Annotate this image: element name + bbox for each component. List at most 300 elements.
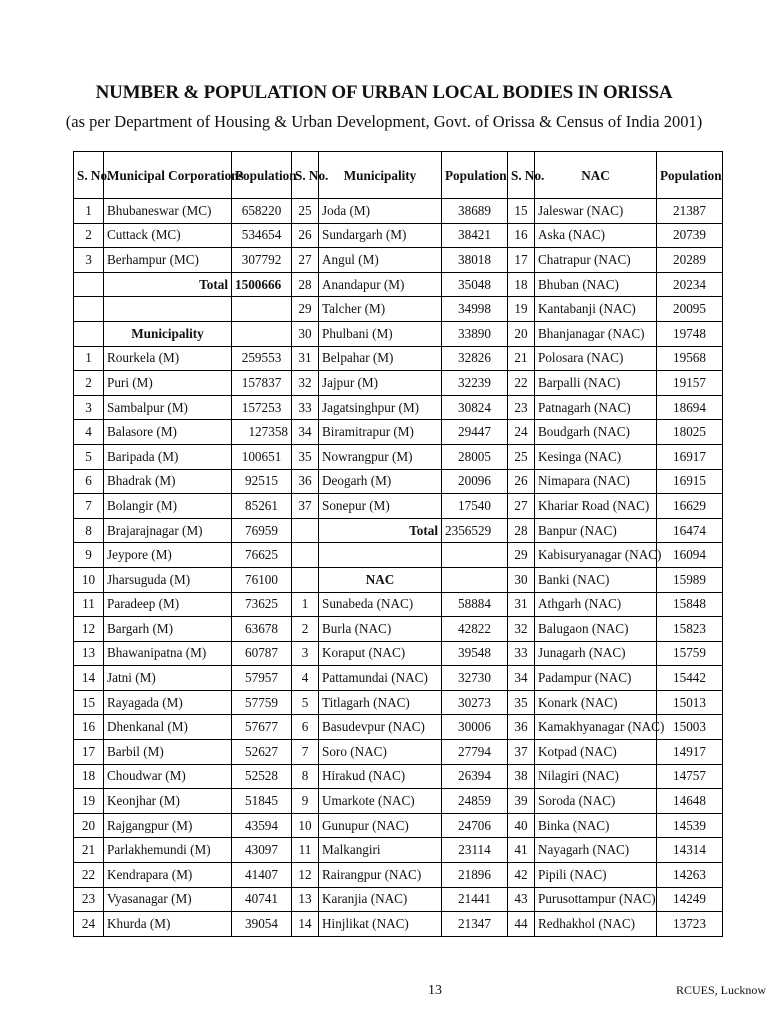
cell-population-1: 41407 [232,863,292,888]
cell-sno-1: 8 [74,518,104,543]
page-title: NUMBER & POPULATION OF URBAN LOCAL BODIES IN ORISSA [95,82,673,103]
cell-municipal-corporation: Balasore (M) [104,420,232,445]
cell-sno-3: 19 [508,297,535,322]
table-row [74,690,723,715]
cell-population-2: 24706 [442,813,508,838]
cell-sno-3: 34 [508,666,535,691]
cell-nac: Athgarh (NAC) [535,592,657,617]
cell-sno-2: 13 [292,887,319,912]
cell-population-2: 29447 [442,420,508,445]
cell-sno-3: 44 [508,912,535,937]
cell-sno-1: 15 [74,690,104,715]
cell-population-1: 100651 [232,444,292,469]
table-row [74,543,723,568]
cell-municipal-corporation: Jharsuguda (M) [104,567,232,592]
cell-municipality: Jajpur (M) [319,371,442,396]
header-sno-3: S. No. [508,152,535,199]
cell-nac: Boudgarh (NAC) [535,420,657,445]
cell-nac: Aska (NAC) [535,223,657,248]
cell-sno-2 [292,567,319,592]
cell-sno-1: 7 [74,494,104,519]
cell-municipality: Sundargarh (M) [319,223,442,248]
cell-municipal-corporation: Parlakhemundi (M) [104,838,232,863]
cell-nac: Barpalli (NAC) [535,371,657,396]
cell-municipal-corporation: Brajarajnagar (M) [104,518,232,543]
table-row [74,641,723,666]
cell-sno-3: 36 [508,715,535,740]
cell-sno-1: 19 [74,789,104,814]
cell-population-1: 39054 [232,912,292,937]
cell-population-2: 38689 [442,199,508,224]
cell-sno-1: 14 [74,666,104,691]
page-subtitle: (as per Department of Housing & Urban Development, Govt. of Orissa & Census of India 2001) [65,112,703,131]
population-table [73,151,723,937]
cell-population-1: 43594 [232,813,292,838]
table-row [74,469,723,494]
cell-municipal-corporation: Rayagada (M) [104,690,232,715]
cell-municipality: Jagatsinghpur (M) [319,395,442,420]
cell-population-2: 20096 [442,469,508,494]
cell-nac: Kamakhyanagar (NAC) [535,715,657,740]
cell-population-1: 76100 [232,567,292,592]
cell-population-2: 17540 [442,494,508,519]
cell-municipality: NAC [319,567,442,592]
header-population-3: Population [657,152,723,199]
cell-population-2: 26394 [442,764,508,789]
cell-sno-3: 23 [508,395,535,420]
cell-sno-1: 6 [74,469,104,494]
table-row [74,223,723,248]
cell-nac: Konark (NAC) [535,690,657,715]
cell-sno-3: 43 [508,887,535,912]
cell-population-3: 18025 [657,420,723,445]
cell-sno-3: 35 [508,690,535,715]
page-number: 13 [428,983,442,998]
cell-municipality: Angul (M) [319,248,442,273]
cell-municipal-corporation: Bargarh (M) [104,617,232,642]
cell-population-1 [232,321,292,346]
cell-sno-2: 31 [292,346,319,371]
table-row [74,321,723,346]
cell-sno-1: 4 [74,420,104,445]
cell-municipal-corporation: Sambalpur (M) [104,395,232,420]
cell-sno-3: 17 [508,248,535,273]
cell-sno-1: 23 [74,887,104,912]
cell-population-3: 19157 [657,371,723,396]
cell-population-3: 21387 [657,199,723,224]
table-row [74,346,723,371]
table-row [74,617,723,642]
cell-nac: Polosara (NAC) [535,346,657,371]
cell-municipal-corporation: Paradeep (M) [104,592,232,617]
cell-municipality: Basudevpur (NAC) [319,715,442,740]
cell-sno-1: 2 [74,371,104,396]
cell-sno-3: 28 [508,518,535,543]
cell-population-3: 14757 [657,764,723,789]
cell-population-2: 24859 [442,789,508,814]
cell-sno-2: 36 [292,469,319,494]
cell-municipal-corporation: Rajgangpur (M) [104,813,232,838]
table-row [74,764,723,789]
cell-population-3: 15759 [657,641,723,666]
table-row [74,838,723,863]
cell-sno-1: 5 [74,444,104,469]
cell-population-3: 16917 [657,444,723,469]
cell-sno-1: 13 [74,641,104,666]
cell-population-1: 658220 [232,199,292,224]
cell-sno-1: 20 [74,813,104,838]
cell-sno-3: 22 [508,371,535,396]
cell-sno-3: 33 [508,641,535,666]
cell-sno-2 [292,518,319,543]
cell-population-1: 63678 [232,617,292,642]
cell-municipality: Pattamundai (NAC) [319,666,442,691]
cell-population-1: 76959 [232,518,292,543]
cell-nac: Chatrapur (NAC) [535,248,657,273]
cell-sno-1: 21 [74,838,104,863]
header-nac: NAC [535,152,657,199]
cell-sno-1: 9 [74,543,104,568]
cell-sno-3: 24 [508,420,535,445]
cell-municipal-corporation: Cuttack (MC) [104,223,232,248]
table-header-row [74,152,723,199]
cell-population-3: 15989 [657,567,723,592]
cell-nac: Bhanjanagar (NAC) [535,321,657,346]
cell-population-3: 15442 [657,666,723,691]
cell-population-2: 58884 [442,592,508,617]
cell-population-2: 32239 [442,371,508,396]
cell-sno-1: 2 [74,223,104,248]
cell-population-1: 40741 [232,887,292,912]
cell-sno-2: 7 [292,740,319,765]
cell-municipal-corporation: Baripada (M) [104,444,232,469]
cell-population-3: 14263 [657,863,723,888]
cell-sno-1 [74,321,104,346]
cell-sno-3: 18 [508,272,535,297]
table-row [74,863,723,888]
cell-sno-3: 32 [508,617,535,642]
cell-population-2: 28005 [442,444,508,469]
cell-sno-2: 35 [292,444,319,469]
cell-nac: Patnagarh (NAC) [535,395,657,420]
cell-population-2: 32826 [442,346,508,371]
table-row [74,666,723,691]
cell-population-3: 15013 [657,690,723,715]
cell-nac: Redhakhol (NAC) [535,912,657,937]
cell-sno-3: 20 [508,321,535,346]
cell-municipal-corporation: Barbil (M) [104,740,232,765]
cell-population-1: 259553 [232,346,292,371]
cell-sno-3: 21 [508,346,535,371]
cell-sno-2: 6 [292,715,319,740]
cell-population-1: 60787 [232,641,292,666]
cell-sno-2 [292,543,319,568]
cell-municipality [319,543,442,568]
cell-population-3: 15848 [657,592,723,617]
cell-population-2: 23114 [442,838,508,863]
header-sno-2: S. No. [292,152,319,199]
cell-population-1: 307792 [232,248,292,273]
cell-municipal-corporation: Kendrapara (M) [104,863,232,888]
table-row [74,715,723,740]
cell-population-3: 20289 [657,248,723,273]
cell-municipality: Total [319,518,442,543]
cell-population-2: 39548 [442,641,508,666]
cell-population-3: 14648 [657,789,723,814]
cell-sno-1: 24 [74,912,104,937]
cell-sno-2: 33 [292,395,319,420]
cell-nac: Nimapara (NAC) [535,469,657,494]
cell-sno-2: 32 [292,371,319,396]
cell-population-2 [442,543,508,568]
cell-municipality: Joda (M) [319,199,442,224]
cell-sno-2: 34 [292,420,319,445]
cell-population-2: 2356529 [442,518,508,543]
cell-sno-1: 17 [74,740,104,765]
cell-population-3: 16474 [657,518,723,543]
cell-population-1: 1500666 [232,272,292,297]
cell-population-1: 127358 [232,420,292,445]
cell-sno-2: 11 [292,838,319,863]
cell-municipal-corporation: Choudwar (M) [104,764,232,789]
cell-municipality: Soro (NAC) [319,740,442,765]
table-row [74,912,723,937]
cell-population-3: 16094 [657,543,723,568]
cell-population-3: 16915 [657,469,723,494]
table-row [74,297,723,322]
cell-population-3: 20739 [657,223,723,248]
cell-municipality: Belpahar (M) [319,346,442,371]
cell-municipal-corporation: Khurda (M) [104,912,232,937]
cell-municipality: Sunabeda (NAC) [319,592,442,617]
table-row [74,494,723,519]
cell-municipality: Talcher (M) [319,297,442,322]
cell-municipal-corporation: Bhadrak (M) [104,469,232,494]
cell-sno-2: 10 [292,813,319,838]
cell-population-2: 35048 [442,272,508,297]
cell-population-2: 32730 [442,666,508,691]
cell-nac: Balugaon (NAC) [535,617,657,642]
cell-population-1: 52528 [232,764,292,789]
cell-municipality: Umarkote (NAC) [319,789,442,814]
cell-nac: Purusottampur (NAC) [535,887,657,912]
cell-population-3: 14314 [657,838,723,863]
table-row [74,395,723,420]
cell-nac: Khariar Road (NAC) [535,494,657,519]
cell-sno-3: 27 [508,494,535,519]
cell-population-1 [232,297,292,322]
cell-sno-2: 2 [292,617,319,642]
table-row [74,518,723,543]
cell-population-2: 38018 [442,248,508,273]
cell-sno-1: 10 [74,567,104,592]
cell-nac: Pipili (NAC) [535,863,657,888]
cell-sno-1: 11 [74,592,104,617]
cell-population-1: 51845 [232,789,292,814]
cell-sno-2: 1 [292,592,319,617]
cell-sno-1 [74,297,104,322]
cell-nac: Kantabanji (NAC) [535,297,657,322]
cell-municipality: Phulbani (M) [319,321,442,346]
cell-sno-3: 39 [508,789,535,814]
cell-sno-2: 14 [292,912,319,937]
cell-sno-3: 29 [508,543,535,568]
cell-nac: Kesinga (NAC) [535,444,657,469]
cell-sno-2: 37 [292,494,319,519]
cell-population-2: 38421 [442,223,508,248]
cell-municipal-corporation: Berhampur (MC) [104,248,232,273]
header-sno-1: S. No. [74,152,104,199]
cell-population-1: 85261 [232,494,292,519]
cell-population-3: 14539 [657,813,723,838]
cell-population-1: 157253 [232,395,292,420]
cell-population-3: 19568 [657,346,723,371]
cell-population-1: 57677 [232,715,292,740]
cell-population-2: 34998 [442,297,508,322]
cell-municipal-corporation: Rourkela (M) [104,346,232,371]
cell-sno-3: 40 [508,813,535,838]
cell-population-1: 57957 [232,666,292,691]
header-municipality: Municipality [319,152,442,199]
table-row [74,887,723,912]
cell-nac: Banpur (NAC) [535,518,657,543]
cell-population-2: 30824 [442,395,508,420]
cell-sno-2: 4 [292,666,319,691]
cell-municipal-corporation: Bolangir (M) [104,494,232,519]
cell-population-3: 18694 [657,395,723,420]
cell-population-1: 57759 [232,690,292,715]
cell-population-1: 534654 [232,223,292,248]
table-row [74,199,723,224]
cell-nac: Jaleswar (NAC) [535,199,657,224]
cell-sno-2: 28 [292,272,319,297]
cell-sno-1: 1 [74,346,104,371]
cell-nac: Bhuban (NAC) [535,272,657,297]
cell-population-2 [442,567,508,592]
cell-municipality: Karanjia (NAC) [319,887,442,912]
cell-nac: Binka (NAC) [535,813,657,838]
cell-population-3: 16629 [657,494,723,519]
cell-population-1: 43097 [232,838,292,863]
cell-nac: Kabisuryanagar (NAC) [535,543,657,568]
cell-nac: Soroda (NAC) [535,789,657,814]
cell-sno-3: 15 [508,199,535,224]
cell-nac: Padampur (NAC) [535,666,657,691]
cell-municipality: Burla (NAC) [319,617,442,642]
cell-sno-2: 30 [292,321,319,346]
cell-population-2: 30006 [442,715,508,740]
cell-population-3: 15003 [657,715,723,740]
cell-municipality: Malkangiri [319,838,442,863]
table-row [74,420,723,445]
cell-population-3: 14249 [657,887,723,912]
cell-sno-2: 12 [292,863,319,888]
footer-credit: RCUES, Lucknow [676,983,766,997]
cell-municipal-corporation: Jeypore (M) [104,543,232,568]
cell-sno-3: 25 [508,444,535,469]
cell-municipality: Hirakud (NAC) [319,764,442,789]
cell-municipal-corporation: Municipality [104,321,232,346]
cell-sno-1: 3 [74,395,104,420]
cell-sno-3: 30 [508,567,535,592]
cell-municipal-corporation: Jatni (M) [104,666,232,691]
cell-population-1: 157837 [232,371,292,396]
table-row [74,567,723,592]
cell-sno-3: 37 [508,740,535,765]
cell-population-2: 21896 [442,863,508,888]
cell-municipality: Koraput (NAC) [319,641,442,666]
cell-population-2: 27794 [442,740,508,765]
cell-population-2: 42822 [442,617,508,642]
cell-sno-1 [74,272,104,297]
cell-municipal-corporation [104,297,232,322]
cell-municipal-corporation: Dhenkanal (M) [104,715,232,740]
cell-sno-3: 31 [508,592,535,617]
cell-sno-2: 9 [292,789,319,814]
cell-sno-1: 18 [74,764,104,789]
cell-population-3: 15823 [657,617,723,642]
table-row [74,248,723,273]
cell-nac: Kotpad (NAC) [535,740,657,765]
cell-population-2: 21441 [442,887,508,912]
cell-population-1: 76625 [232,543,292,568]
cell-municipality: Titlagarh (NAC) [319,690,442,715]
cell-sno-2: 5 [292,690,319,715]
header-municipal-corporations: Municipal Corporations [104,152,232,199]
cell-sno-1: 22 [74,863,104,888]
cell-nac: Nilagiri (NAC) [535,764,657,789]
cell-population-3: 19748 [657,321,723,346]
table-row [74,371,723,396]
cell-sno-1: 16 [74,715,104,740]
cell-nac: Banki (NAC) [535,567,657,592]
cell-sno-2: 8 [292,764,319,789]
cell-municipality: Nowrangpur (M) [319,444,442,469]
cell-sno-3: 38 [508,764,535,789]
table-row [74,444,723,469]
table-row [74,272,723,297]
cell-municipality: Biramitrapur (M) [319,420,442,445]
cell-municipal-corporation: Vyasanagar (M) [104,887,232,912]
cell-sno-2: 25 [292,199,319,224]
cell-population-3: 20095 [657,297,723,322]
cell-population-1: 52627 [232,740,292,765]
cell-population-2: 30273 [442,690,508,715]
table-row [74,592,723,617]
cell-population-2: 21347 [442,912,508,937]
table-row [74,813,723,838]
header-population-2: Population [442,152,508,199]
cell-municipality: Anandapur (M) [319,272,442,297]
cell-population-3: 14917 [657,740,723,765]
cell-sno-2: 3 [292,641,319,666]
table-row [74,789,723,814]
cell-municipality: Gunupur (NAC) [319,813,442,838]
cell-nac: Nayagarh (NAC) [535,838,657,863]
cell-sno-1: 1 [74,199,104,224]
cell-population-3: 13723 [657,912,723,937]
cell-population-3: 20234 [657,272,723,297]
cell-municipality: Deogarh (M) [319,469,442,494]
cell-sno-2: 26 [292,223,319,248]
cell-municipal-corporation: Total [104,272,232,297]
cell-sno-2: 29 [292,297,319,322]
cell-municipal-corporation: Bhubaneswar (MC) [104,199,232,224]
cell-sno-3: 41 [508,838,535,863]
cell-population-2: 33890 [442,321,508,346]
cell-sno-1: 3 [74,248,104,273]
cell-sno-3: 26 [508,469,535,494]
